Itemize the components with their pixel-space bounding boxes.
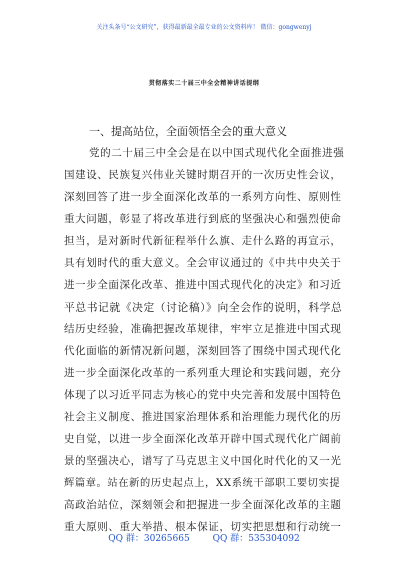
body-line: 重大原则、重大举措、根本保证，切实把思想和行动统一 <box>64 521 342 533</box>
section-heading: 一、提高站位，全面领悟全会的重大意义 <box>89 125 287 138</box>
body-line: 史自觉，以进一步全面深化改革开辟中国式现代化广阔前 <box>64 433 342 445</box>
body-line: 担当，是对新时代新征程举什么旗、走什么路的再宣示， <box>64 235 342 247</box>
body-line: 党的二十届三中全会是在以中国式现代化全面推进强 <box>89 147 345 159</box>
body-line: 具有划时代的重大意义。全会审议通过的《中共中央关于 <box>64 257 342 269</box>
body-line: 重大问题，彰显了将改革进行到底的坚强决心和强烈使命 <box>64 213 342 225</box>
body-line: 代化面临的新情况新问题，深刻回答了围绕中国式现代化 <box>64 345 342 357</box>
body-line: 平总书记就《决定（讨论稿）》向全会作的说明，科学总 <box>64 301 343 314</box>
footer-contact <box>0 533 408 545</box>
body-line: 体现了以习近平同志为核心的党中央完善和发展中国特色 <box>64 389 342 401</box>
header-banner: 关注头条号“公文研究”，获得最新最全最专业的公文资料库！ 微信：gongwenyj <box>96 24 312 31</box>
footer-qq-group-2: QQ 群：535304092 <box>212 534 300 544</box>
body-line: 进一步全面深化改革、推进中国式现代化的决定》和习近 <box>64 279 342 291</box>
body-line: 结历史经验，准确把握改革规律，牢牢立足推进中国式现 <box>64 323 342 335</box>
body-line: 辉篇章。站在新的历史起点上，XX系统干部职工要切实提 <box>64 477 341 489</box>
footer-qq-group-1: QQ 群：30265665 <box>108 534 190 544</box>
body-line: 社会主义制度、推进国家治理体系和治理能力现代化的历 <box>64 411 342 423</box>
body-line: 国建设、民族复兴伟业关键时期召开的一次历史性会议， <box>64 169 342 181</box>
body-line: 进一步全面深化改革的一系列重大理论和实践问题，充分 <box>64 367 342 379</box>
body-line: 深刻回答了进一步全面深化改革的一系列方向性、原则性 <box>64 191 342 203</box>
document-title: 贯彻落实二十届三中全会精神讲话提纲 <box>148 80 260 87</box>
body-line: 高政治站位，深刻领会和把握进一步全面深化改革的主题 <box>64 499 342 511</box>
body-line: 景的坚强决心，谱写了马克思主义中国化时代化的又一光 <box>64 455 342 467</box>
